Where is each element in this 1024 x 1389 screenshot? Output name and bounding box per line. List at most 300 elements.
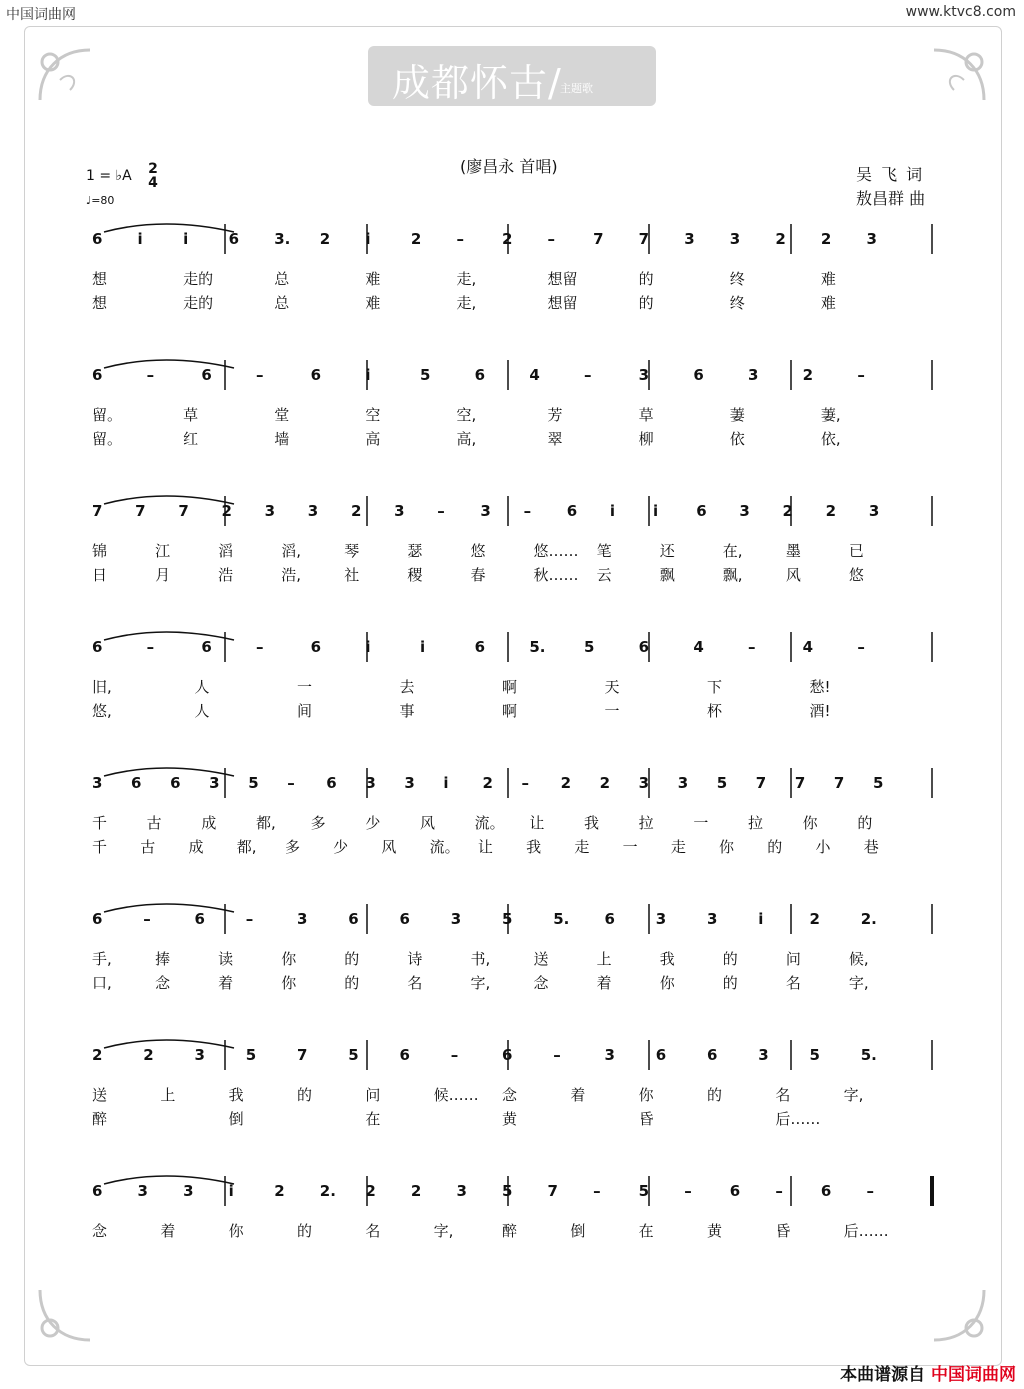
note: 2 — [274, 1182, 285, 1200]
lyric-syllable: 在 — [638, 1222, 654, 1240]
note: – — [775, 1182, 783, 1200]
note: 5 — [502, 1182, 513, 1200]
note: 3 — [404, 774, 415, 792]
lyric-syllable: 飘, — [722, 566, 743, 584]
lyric-syllable: 口, — [92, 974, 112, 992]
note: 6 — [92, 1182, 103, 1200]
lyric-syllable: 候…… — [433, 1086, 479, 1104]
lyricist-credit: 吴 飞 词 — [856, 165, 925, 184]
lyric-syllable: 书, — [470, 950, 491, 968]
lyric-syllable: 走, — [456, 294, 477, 312]
lyric-syllable: 手, — [92, 950, 112, 968]
lyric-syllable: 我 — [584, 814, 600, 832]
score-system — [84, 628, 934, 758]
note: – — [866, 1182, 874, 1200]
note: 3 — [307, 502, 319, 520]
note: i — [365, 230, 371, 248]
note: 2. — [319, 1182, 336, 1200]
note: 3 — [638, 774, 650, 792]
lyric-syllable: 在, — [722, 542, 743, 560]
lyric-syllable: 难 — [365, 270, 381, 288]
lyric-syllable: 念 — [533, 974, 549, 992]
score-system — [84, 1172, 934, 1302]
note: – — [456, 230, 464, 248]
lyric-syllable: 念 — [155, 974, 171, 992]
lyric-syllable: 云 — [596, 566, 612, 584]
lyric-syllable: 旧, — [92, 678, 112, 696]
note: – — [146, 366, 155, 384]
lyric-syllable: 字, — [433, 1222, 454, 1240]
lyric-syllable: 你 — [228, 1222, 244, 1240]
corner-ornament-icon — [924, 1280, 994, 1350]
lyric-syllable: 锦 — [92, 542, 108, 560]
lyric-syllable: 终 — [729, 294, 745, 312]
lyric-syllable: 秋…… — [533, 566, 579, 584]
lyric-syllable: 高 — [365, 430, 381, 448]
lyric-syllable: 的 — [297, 1222, 313, 1240]
note: 3 — [456, 1182, 467, 1200]
note: 2 — [825, 502, 837, 520]
lyric-syllable: 一 — [297, 678, 313, 696]
lyric-syllable: 流。 — [429, 838, 460, 856]
lyric-syllable: 倒 — [228, 1110, 244, 1128]
note: 2 — [221, 502, 232, 520]
source-footer — [840, 1360, 1016, 1385]
composer-credit: 敖昌群 曲 — [856, 189, 926, 208]
lyric-syllable: 多 — [284, 838, 300, 856]
lyric-syllable: 月 — [155, 566, 171, 584]
lyric-syllable: 的 — [707, 1086, 723, 1104]
note: 6 — [399, 1046, 410, 1064]
lyric-syllable: 你 — [281, 974, 297, 992]
lyric-syllable: 上 — [160, 1086, 176, 1104]
lyric-syllable: 倒 — [570, 1222, 586, 1240]
key-signature — [86, 162, 158, 190]
lyric-syllable: 柳 — [638, 430, 654, 448]
note: 6 — [696, 502, 707, 520]
lyric-syllable: 我 — [228, 1086, 244, 1104]
note: – — [547, 230, 556, 248]
lyric-syllable: 的 — [857, 814, 873, 832]
lyric-syllable: 名 — [407, 974, 423, 992]
lyric-syllable: 风 — [785, 566, 801, 584]
note: 3 — [209, 774, 220, 792]
lyric-syllable: 都, — [236, 838, 257, 856]
lyric-syllable: 还 — [659, 542, 675, 560]
note: 5. — [553, 910, 570, 928]
note: 3 — [866, 230, 877, 248]
note: 3 — [655, 910, 667, 928]
note: 7 — [297, 1046, 308, 1064]
lyric-syllable: 天 — [604, 678, 620, 696]
lyric-syllable: 萋 — [729, 406, 745, 424]
note: 5 — [245, 1046, 257, 1064]
lyric-syllable: 送 — [533, 950, 549, 968]
note: 6 — [729, 1182, 741, 1200]
lyric-syllable: 依 — [729, 430, 745, 448]
note: 3 — [707, 910, 718, 928]
note: 3 — [739, 502, 750, 520]
note: – — [857, 366, 865, 384]
lyric-syllable: 的 — [297, 1086, 313, 1104]
note: 2 — [365, 1182, 376, 1200]
note: – — [245, 910, 254, 928]
note: – — [143, 910, 151, 928]
lyric-syllable: 草 — [638, 406, 654, 424]
lyric-syllable: 着 — [160, 1222, 176, 1240]
note: 7 — [593, 230, 604, 248]
lyric-syllable: 悠 — [848, 566, 864, 584]
lyric-syllable: 流。 — [474, 814, 505, 832]
note: 3 — [684, 230, 695, 248]
note: – — [553, 1046, 561, 1064]
song-title: 成都怀古/ — [392, 61, 562, 105]
lyric-syllable: 昏 — [638, 1110, 654, 1128]
lyric-syllable: 难 — [820, 294, 836, 312]
lyric-syllable: 黄 — [707, 1222, 723, 1240]
song-subtitle: 主题歌 — [560, 82, 593, 95]
note: 3 — [137, 1182, 148, 1200]
note: – — [748, 638, 756, 656]
lyric-syllable: 着 — [218, 974, 234, 992]
lyric-syllable: 总 — [274, 270, 290, 288]
lyric-syllable: 已 — [848, 542, 864, 560]
lyric-syllable: 滔, — [281, 542, 301, 560]
lyric-syllable: 一 — [604, 702, 620, 720]
lyric-syllable: 你 — [719, 838, 735, 856]
note: 3 — [183, 1182, 194, 1200]
note: 2 — [350, 502, 362, 520]
key-text: 1 = ♭A — [86, 168, 132, 184]
lyric-syllable: 名 — [775, 1086, 791, 1104]
note: 7 — [547, 1182, 558, 1200]
slur-mark — [104, 1176, 234, 1184]
note: 5. — [860, 1046, 877, 1064]
lyric-syllable: 啊 — [502, 702, 518, 720]
slur-mark — [104, 1040, 234, 1048]
note: 6 — [820, 1182, 832, 1200]
lyric-syllable: 想 — [92, 294, 108, 312]
lyric-syllable: 少 — [365, 814, 381, 832]
note: i — [183, 230, 189, 248]
note: 6 — [693, 366, 704, 384]
note: 6 — [194, 910, 205, 928]
note: 3. — [274, 230, 291, 248]
note: 2 — [775, 230, 786, 248]
lyric-syllable: 上 — [596, 950, 612, 968]
note: 3 — [450, 910, 462, 928]
lyric-syllable: 你 — [659, 974, 675, 992]
lyric-syllable: 拉 — [748, 814, 764, 832]
lyric-syllable: 红 — [183, 430, 199, 448]
lyric-syllable: 我 — [659, 950, 675, 968]
note: 6 — [310, 638, 322, 656]
lyric-syllable: 日 — [92, 566, 108, 584]
note: 3 — [92, 774, 103, 792]
lyric-syllable: 成 — [201, 814, 217, 832]
note: – — [450, 1046, 459, 1064]
lyric-syllable: 浩 — [218, 566, 234, 584]
score-system — [84, 356, 934, 486]
bar-lines — [84, 1172, 936, 1212]
lyric-syllable: 琴 — [344, 542, 360, 560]
note: 6 — [566, 502, 578, 520]
note: 2. — [860, 910, 877, 928]
lyric-syllable: 总 — [274, 294, 290, 312]
slur-mark — [104, 632, 234, 640]
note: 3 — [758, 1046, 769, 1064]
lyric-syllable: 的 — [767, 838, 783, 856]
lyric-syllable: 高, — [456, 430, 477, 448]
lyric-syllable: 芳 — [547, 406, 563, 424]
note: i — [609, 502, 616, 520]
lyric-syllable: 你 — [802, 814, 818, 832]
lyric-syllable: 江 — [155, 542, 171, 560]
lyric-syllable: 留。 — [92, 430, 123, 448]
lyric-syllable: 留。 — [92, 406, 123, 424]
lyric-syllable: 你 — [281, 950, 297, 968]
bar-lines — [84, 492, 936, 532]
singer-credit: (廖昌永 首唱) — [460, 157, 558, 176]
lyric-syllable: 终 — [729, 270, 745, 288]
note: 2 — [410, 1182, 422, 1200]
lyric-syllable: 一 — [622, 838, 638, 856]
lyric-syllable: 的 — [638, 294, 654, 312]
corner-ornament-icon — [30, 40, 100, 110]
note: – — [857, 638, 865, 656]
note: 3 — [638, 366, 650, 384]
lyric-syllable: 昏 — [775, 1222, 791, 1240]
note: 5. — [529, 638, 546, 656]
bar-lines — [84, 900, 936, 940]
lyric-syllable: 千 — [92, 838, 108, 856]
lyric-syllable: 笔 — [596, 542, 612, 560]
note: 7 — [794, 774, 806, 792]
lyric-syllable: 萋, — [820, 406, 841, 424]
lyric-syllable: 多 — [310, 814, 326, 832]
lyric-syllable: 名 — [785, 974, 801, 992]
note: 5 — [502, 910, 513, 928]
note: 6 — [638, 638, 650, 656]
note: i — [758, 910, 764, 928]
lyric-syllable: 走的 — [183, 270, 214, 288]
lyric-syllable: 名 — [365, 1222, 381, 1240]
note: 3 — [677, 774, 689, 792]
note: i — [653, 502, 659, 520]
note: 3 — [394, 502, 405, 520]
note: 2 — [319, 230, 331, 248]
note: i — [443, 774, 449, 792]
lyric-syllable: 字, — [470, 974, 491, 992]
source-site: 中国词曲网 — [931, 1365, 1016, 1385]
lyric-syllable: 空 — [365, 406, 381, 424]
site-url[interactable]: www.ktvc8.com — [905, 4, 1016, 20]
lyric-syllable: 小 — [815, 838, 831, 856]
note: 6 — [326, 774, 337, 792]
note: 2 — [482, 774, 493, 792]
note: 7 — [178, 502, 189, 520]
note: 7 — [135, 502, 146, 520]
note: i — [420, 638, 426, 656]
note: 6 — [474, 366, 486, 384]
lyric-syllable: 读 — [218, 950, 234, 968]
lyric-syllable: 浩, — [281, 566, 301, 584]
lyric-syllable: 字, — [843, 1086, 864, 1104]
bar-lines — [84, 356, 936, 396]
lyric-syllable: 难 — [820, 270, 836, 288]
lyric-syllable: 走的 — [183, 294, 214, 312]
note: 4 — [802, 638, 814, 656]
note: 5 — [420, 366, 431, 384]
lyric-syllable: 后…… — [843, 1222, 889, 1240]
lyric-syllable: 念 — [92, 1222, 108, 1240]
lyric-syllable: 让 — [477, 838, 493, 856]
lyric-syllable: 人 — [194, 678, 210, 696]
note: 6 — [201, 366, 212, 384]
note: 5 — [248, 774, 259, 792]
note: 6 — [655, 1046, 667, 1064]
note: i — [365, 638, 371, 656]
note: 4 — [529, 366, 540, 384]
note: – — [593, 1182, 601, 1200]
note: – — [584, 366, 592, 384]
lyric-syllable: 醉 — [92, 1110, 108, 1128]
note: 2 — [410, 230, 422, 248]
note: 2 — [599, 774, 611, 792]
note: 3 — [264, 502, 276, 520]
lyric-syllable: 黄 — [502, 1110, 518, 1128]
lyric-syllable: 草 — [183, 406, 199, 424]
note: 4 — [693, 638, 704, 656]
note: 6 — [604, 910, 615, 928]
lyric-syllable: 都, — [256, 814, 276, 832]
note: 6 — [310, 366, 322, 384]
note: 3 — [297, 910, 308, 928]
tempo-marking: ♩=80 — [86, 194, 115, 207]
bar-lines — [84, 764, 936, 804]
lyric-syllable: 事 — [399, 702, 415, 720]
note: 3 — [868, 502, 880, 520]
note: 6 — [92, 366, 103, 384]
lyric-syllable: 你 — [638, 1086, 654, 1104]
score-system — [84, 764, 934, 894]
note: 7 — [833, 774, 845, 792]
note: 2 — [802, 366, 814, 384]
lyric-syllable: 瑟 — [407, 542, 423, 560]
lyric-syllable: 春 — [470, 566, 486, 584]
note: – — [523, 502, 532, 520]
lyric-syllable: 社 — [344, 566, 360, 584]
lyric-syllable: 飘 — [659, 566, 675, 584]
note: 3 — [604, 1046, 615, 1064]
note: 5 — [584, 638, 595, 656]
lyric-syllable: 少 — [333, 838, 349, 856]
note: 2 — [502, 230, 513, 248]
slur-mark — [104, 360, 234, 368]
note: 7 — [92, 502, 103, 520]
lyric-syllable: 杯 — [707, 702, 723, 720]
lyric-syllable: 着 — [570, 1086, 586, 1104]
score-system — [84, 220, 934, 350]
note: 2 — [92, 1046, 103, 1064]
note: 2 — [143, 1046, 154, 1064]
lyric-syllable: 的 — [344, 974, 360, 992]
note: 7 — [638, 230, 650, 248]
lyric-syllable: 墨 — [785, 542, 801, 560]
slur-mark — [104, 224, 234, 232]
lyric-syllable: 成 — [188, 838, 204, 856]
note: 6 — [228, 230, 240, 248]
lyric-syllable: 醉 — [502, 1222, 518, 1240]
note: i — [228, 1182, 234, 1200]
lyric-syllable: 人 — [194, 702, 210, 720]
note: 3 — [729, 230, 741, 248]
note: – — [287, 774, 295, 792]
lyric-syllable: 我 — [526, 838, 542, 856]
lyric-syllable: 古 — [146, 814, 162, 832]
note: 2 — [820, 230, 832, 248]
lyric-syllable: 悠…… — [533, 542, 579, 560]
bar-lines — [84, 220, 936, 260]
lyric-syllable: 去 — [399, 678, 415, 696]
lyric-syllable: 滔 — [218, 542, 234, 560]
lyric-syllable: 在 — [365, 1110, 381, 1128]
lyric-syllable: 想 — [92, 270, 108, 288]
score-system — [84, 900, 934, 1030]
note: 6 — [502, 1046, 513, 1064]
lyric-syllable: 千 — [92, 814, 108, 832]
slur-mark — [104, 496, 234, 504]
note: 5 — [348, 1046, 359, 1064]
lyric-syllable: 啊 — [502, 678, 518, 696]
lyric-syllable: 想留 — [547, 294, 578, 312]
time-bottom: 4 — [148, 175, 158, 191]
note: 6 — [474, 638, 486, 656]
note: 6 — [92, 230, 103, 248]
note: 3 — [748, 366, 759, 384]
time-signature — [148, 162, 158, 190]
slur-mark — [104, 768, 234, 776]
lyric-syllable: 捧 — [155, 950, 171, 968]
lyric-syllable: 走, — [456, 270, 477, 288]
lyric-syllable: 念 — [502, 1086, 518, 1104]
note: 5 — [809, 1046, 820, 1064]
note: 2 — [560, 774, 571, 792]
lyric-syllable: 悠 — [470, 542, 486, 560]
lyric-syllable: 诗 — [407, 950, 423, 968]
lyric-syllable: 难 — [365, 294, 381, 312]
lyric-syllable: 走 — [670, 838, 686, 856]
score-system — [84, 492, 934, 622]
lyric-syllable: 问 — [785, 950, 801, 968]
lyric-syllable: 走 — [574, 838, 590, 856]
note: 6 — [201, 638, 212, 656]
time-top: 2 — [148, 161, 158, 177]
lyric-syllable: 依, — [820, 430, 841, 448]
note: – — [437, 502, 445, 520]
lyric-syllable: 墙 — [274, 430, 290, 448]
score-system — [84, 1036, 934, 1166]
lyric-syllable: 的 — [344, 950, 360, 968]
note: 2 — [782, 502, 793, 520]
lyric-syllable: 风 — [381, 838, 397, 856]
lyric-syllable: 悠, — [92, 702, 112, 720]
note: 6 — [131, 774, 142, 792]
lyric-syllable: 的 — [722, 974, 738, 992]
lyric-syllable: 稷 — [407, 566, 423, 584]
lyric-syllable: 一 — [693, 814, 709, 832]
note: – — [521, 774, 530, 792]
